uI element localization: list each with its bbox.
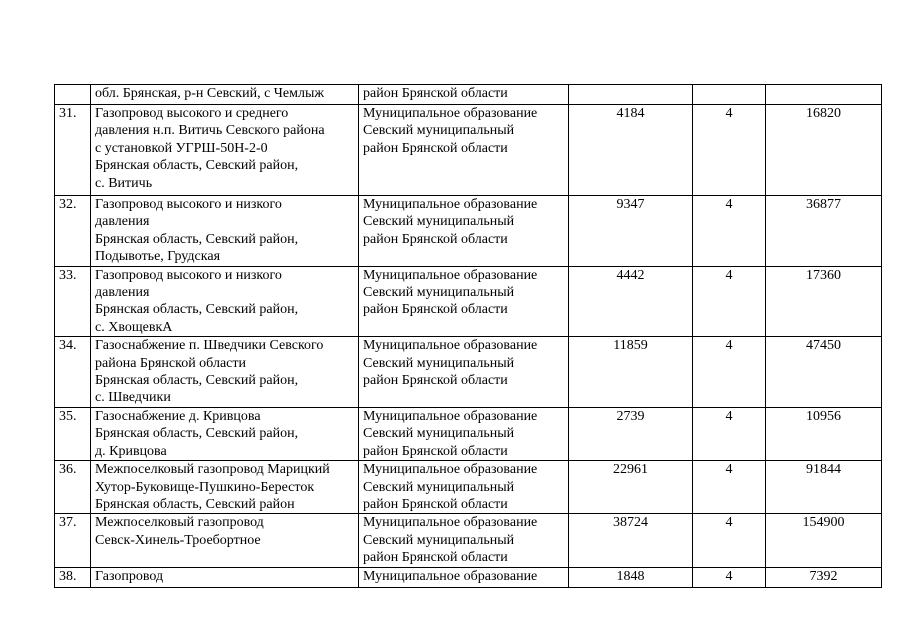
table-row bbox=[55, 461, 882, 514]
cost-value: 91844 bbox=[766, 461, 882, 514]
category-value: 4 bbox=[693, 407, 766, 460]
object-name: Межпоселковый газопровод Севск-Хинель-Троебортное bbox=[91, 514, 359, 567]
table-row bbox=[55, 337, 882, 408]
object-name: Газопровод bbox=[91, 567, 359, 587]
object-name: Газоснабжение п. Шведчики Севского района Брянской области Брянская область, Севский район, с. Шведчики bbox=[91, 337, 359, 408]
row-number: 32. bbox=[55, 196, 91, 267]
length-value: 38724 bbox=[569, 514, 693, 567]
owner-name: район Брянской области bbox=[359, 85, 569, 105]
category-value: 4 bbox=[693, 461, 766, 514]
owner-name: Муниципальное образование Севский муниципальный район Брянской области bbox=[359, 105, 569, 196]
owner-name: Муниципальное образование Севский муниципальный район Брянской области bbox=[359, 407, 569, 460]
cost-value: 47450 bbox=[766, 337, 882, 408]
object-name: Газоснабжение д. Кривцова Брянская область, Севский район, д. Кривцова bbox=[91, 407, 359, 460]
object-name: Межпоселковый газопровод Марицкий Хутор-Буковище-Пушкино-Бересток Брянская область, Севский район bbox=[91, 461, 359, 514]
length-value: 4442 bbox=[569, 266, 693, 337]
cost-value: 36877 bbox=[766, 196, 882, 267]
table-row bbox=[55, 85, 882, 105]
object-name: Газопровод высокого и низкого давления Брянская область, Севский район, Подывотье, Грудская bbox=[91, 196, 359, 267]
category-value: 4 bbox=[693, 266, 766, 337]
category-value: 4 bbox=[693, 105, 766, 196]
object-name: Газопровод высокого и низкого давления Брянская область, Севский район, с. ХвощевкА bbox=[91, 266, 359, 337]
owner-name: Муниципальное образование Севский муниципальный район Брянской области bbox=[359, 514, 569, 567]
cost-value bbox=[766, 85, 882, 105]
row-number: 38. bbox=[55, 567, 91, 587]
row-number: 35. bbox=[55, 407, 91, 460]
row-number: 31. bbox=[55, 105, 91, 196]
length-value: 1848 bbox=[569, 567, 693, 587]
owner-name: Муниципальное образование Севский муниципальный район Брянской области bbox=[359, 337, 569, 408]
table-row bbox=[55, 196, 882, 267]
object-name: обл. Брянская, р-н Севский, с Чемлыж bbox=[91, 85, 359, 105]
length-value: 2739 bbox=[569, 407, 693, 460]
owner-name: Муниципальное образование Севский муниципальный район Брянской области bbox=[359, 196, 569, 267]
table-row bbox=[55, 514, 882, 567]
property-table bbox=[54, 84, 882, 588]
table-row bbox=[55, 266, 882, 337]
row-number: 34. bbox=[55, 337, 91, 408]
table-row bbox=[55, 567, 882, 587]
cost-value: 16820 bbox=[766, 105, 882, 196]
row-number bbox=[55, 85, 91, 105]
cost-value: 17360 bbox=[766, 266, 882, 337]
row-number: 37. bbox=[55, 514, 91, 567]
category-value: 4 bbox=[693, 514, 766, 567]
object-name: Газопровод высокого и среднего давления н.п. Витичь Севского района с установкой УГРШ-50Н-2-0 Брянская область, Севский район, с. Витичь bbox=[91, 105, 359, 196]
category-value: 4 bbox=[693, 337, 766, 408]
row-number: 36. bbox=[55, 461, 91, 514]
length-value: 9347 bbox=[569, 196, 693, 267]
table-row bbox=[55, 105, 882, 196]
row-number: 33. bbox=[55, 266, 91, 337]
category-value: 4 bbox=[693, 567, 766, 587]
owner-name: Муниципальное образование Севский муниципальный район Брянской области bbox=[359, 266, 569, 337]
owner-name: Муниципальное образование Севский муниципальный район Брянской области bbox=[359, 461, 569, 514]
cost-value: 7392 bbox=[766, 567, 882, 587]
cost-value: 10956 bbox=[766, 407, 882, 460]
length-value: 22961 bbox=[569, 461, 693, 514]
cost-value: 154900 bbox=[766, 514, 882, 567]
length-value: 11859 bbox=[569, 337, 693, 408]
category-value bbox=[693, 85, 766, 105]
length-value bbox=[569, 85, 693, 105]
category-value: 4 bbox=[693, 196, 766, 267]
length-value: 4184 bbox=[569, 105, 693, 196]
table-row bbox=[55, 407, 882, 460]
owner-name: Муниципальное образование bbox=[359, 567, 569, 587]
